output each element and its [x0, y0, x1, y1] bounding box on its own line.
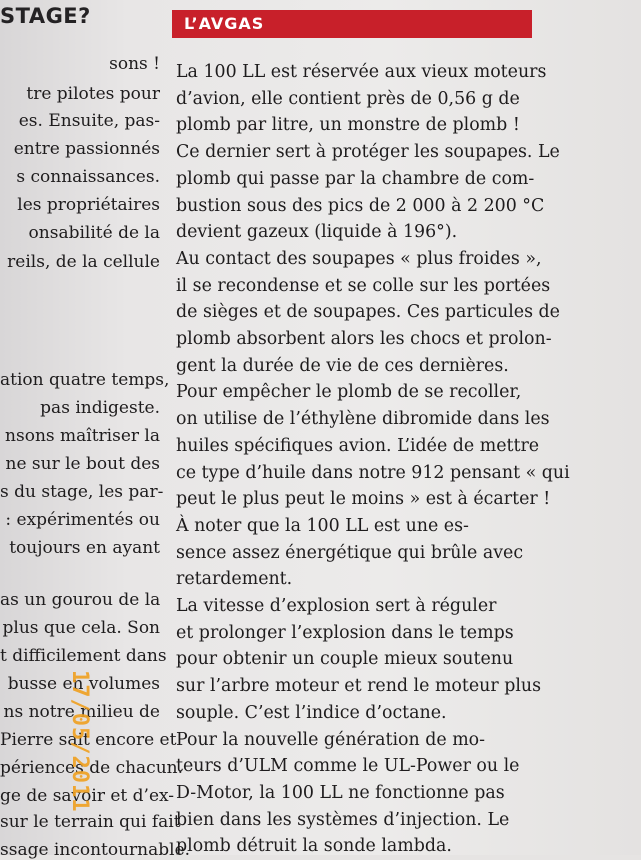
- avgas-text-line: À noter que la 100 LL est une es-: [176, 515, 469, 536]
- left-text-line: ssage incontournable.: [0, 840, 191, 860]
- left-text-line: ge de savoir et d’ex-: [0, 786, 175, 806]
- left-text-line: busse en volumes: [7, 674, 160, 694]
- avgas-text-line: souple. C’est l’indice d’octane.: [176, 702, 447, 723]
- left-text-line: ation quatre temps,: [0, 370, 170, 390]
- avgas-text-line: D-Motor, la 100 LL ne fonctionne pas: [176, 782, 505, 803]
- left-text-line: entre passionnés: [13, 139, 160, 159]
- left-text-line: pas indigeste.: [40, 398, 160, 418]
- avgas-text-line: il se recondense et se colle sur les portées: [176, 275, 551, 296]
- avgas-text-line: et prolonger l’explosion dans le temps: [176, 622, 514, 643]
- left-text-line: toujours en ayant: [9, 538, 160, 558]
- avgas-text-line: gent la durée de vie de ces dernières.: [176, 355, 509, 376]
- left-text-line: périences de chacun.: [0, 758, 183, 778]
- avgas-text-line: retardement.: [176, 569, 293, 590]
- avgas-text-line: plomb par litre, un monstre de plomb !: [176, 115, 520, 136]
- left-text-line: : expérimentés ou: [5, 510, 160, 530]
- date-stamp: 17/05/2011: [67, 670, 92, 813]
- avgas-text-line: plomb qui passe par la chambre de com-: [176, 168, 535, 189]
- left-text-line: onsabilité de la: [28, 223, 160, 243]
- left-text-line: Pierre sait encore et: [0, 730, 177, 750]
- avgas-text-line: Ce dernier sert à protéger les soupapes. Le: [176, 142, 560, 163]
- left-text-line: ne sur le bout des: [5, 454, 160, 474]
- left-text-line: sur le terrain qui fait: [0, 812, 181, 832]
- section-header-avgas: L’AVGAS: [172, 10, 532, 38]
- avgas-text-line: bien dans les systèmes d’injection. Le: [176, 809, 510, 830]
- avgas-text-line: sence assez énergétique qui brûle avec: [176, 542, 524, 563]
- left-text-line: reils, de la cellule: [7, 252, 160, 272]
- left-text-line: sons !: [109, 54, 160, 74]
- avgas-text-line: pour obtenir un couple mieux soutenu: [176, 649, 514, 670]
- avgas-text-line: peut le plus peut le moins » est à écarter !: [176, 489, 551, 510]
- avgas-text-line: sur l’arbre moteur et rend le moteur plus: [176, 676, 542, 697]
- avgas-text-line: plomb détruit la sonde lambda.: [176, 836, 452, 857]
- avgas-text-line: ce type d’huile dans notre 912 pensant « qui: [176, 462, 570, 483]
- left-text-line: as un gourou de la: [0, 590, 161, 610]
- avgas-text-line: La 100 LL est réservée aux vieux moteurs: [176, 62, 547, 82]
- left-text-line: plus que cela. Son: [2, 618, 160, 638]
- avgas-text-line: Pour empêcher le plomb de se recoller,: [176, 382, 522, 403]
- left-text-line: s connaissances.: [16, 167, 160, 187]
- avgas-text-line: devient gazeux (liquide à 196°).: [176, 222, 458, 243]
- avgas-text-line: on utilise de l’éthylène dibromide dans les: [176, 409, 550, 430]
- left-text-line: t difficilement dans: [0, 646, 167, 666]
- left-text-line: es. Ensuite, pas-: [18, 111, 160, 131]
- avgas-text-line: huiles spécifiques avion. L’idée de mettre: [176, 435, 540, 456]
- avgas-text-line: bustion sous des pics de 2 000 à 2 200 °C: [176, 195, 545, 216]
- left-text-line: tre pilotes pour: [26, 84, 160, 104]
- avgas-text-line: Au contact des soupapes « plus froides »,: [176, 248, 542, 269]
- avgas-text-line: La vitesse d’explosion sert à réguler: [176, 596, 497, 616]
- left-text-line: les propriétaires: [17, 195, 160, 215]
- left-column-heading: STAGE?: [0, 4, 91, 28]
- avgas-sidebar: [172, 10, 570, 857]
- left-text-line: nsons maîtriser la: [5, 426, 160, 446]
- left-text-line: s du stage, les par-: [0, 482, 164, 502]
- avgas-text-line: d’avion, elle contient près de 0,56 g de: [176, 88, 520, 109]
- left-text-line: ns notre milieu de: [3, 702, 160, 722]
- avgas-text-line: plomb absorbent alors les chocs et prolon-: [176, 329, 552, 349]
- avgas-text-line: teurs d’ULM comme le UL-Power ou le: [176, 756, 520, 777]
- avgas-text-line: de sièges et de soupapes. Ces particules de: [176, 302, 560, 323]
- avgas-text-line: Pour la nouvelle génération de mo-: [176, 729, 486, 750]
